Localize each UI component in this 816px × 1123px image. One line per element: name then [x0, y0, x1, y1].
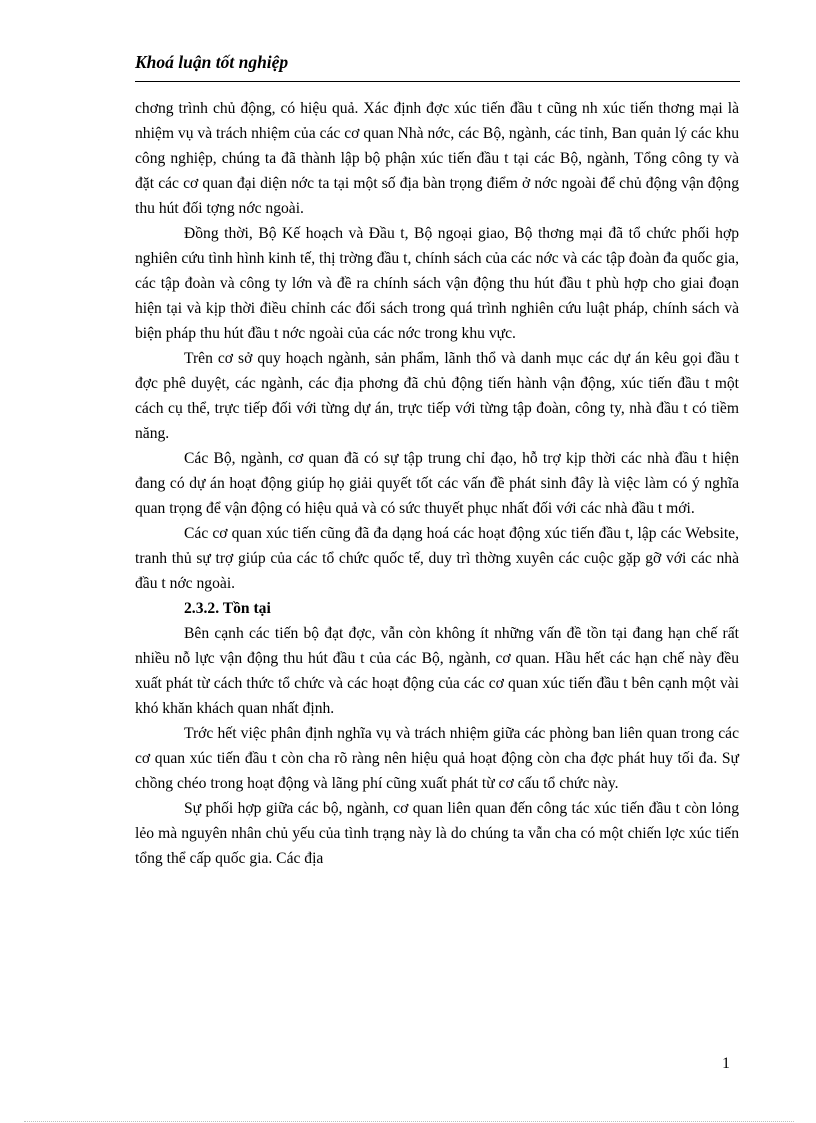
body-text: [135, 96, 739, 871]
page-bottom-divider: [24, 1121, 794, 1122]
section-heading: 2.3.2. Tồn tại: [184, 600, 271, 617]
header-rule: [135, 81, 740, 82]
paragraph: Các cơ quan xúc tiến cũng đã đa dạng hoá các hoạt động xúc tiến đầu t, lập các Website, tranh thủ sự trợ giúp của các tổ chức quốc tế, duy trì thờng xuyên các cuộc gặp gỡ với các nhà đầu t nớc ngoài.: [135, 525, 739, 592]
paragraph: Sự phối hợp giữa các bộ, ngành, cơ quan liên quan đến công tác xúc tiến đầu t còn lỏng lẻo mà nguyên nhân chủ yếu của tình trạng này là do chúng ta vẫn cha có một chiến lợc xúc tiến tổng thể cấp quốc gia. Các địa: [135, 800, 739, 867]
page-number: 1: [722, 1055, 730, 1072]
paragraph: Bên cạnh các tiến bộ đạt đợc, vẫn còn không ít những vấn đề tồn tại đang hạn chế rất nhiều nỗ lực vận động thu hút đầu t của các Bộ, ngành, cơ quan. Hầu hết các hạn chế này đều xuất phát từ cách thức tổ chức và các hoạt động của các cơ quan xúc tiến đầu t bên cạnh một vài khó khăn khách quan nhất định.: [135, 625, 739, 717]
paragraph: Trên cơ sở quy hoạch ngành, sản phẩm, lãnh thổ và danh mục các dự án kêu gọi đầu t đợc phê duyệt, các ngành, các địa phơng đã chủ động tiến hành vận động, xúc tiến đầu t một cách cụ thể, trực tiếp đối với từng dự án, trực tiếp với từng tập đoàn, công ty, nhà đầu t có tiềm năng.: [135, 350, 739, 442]
paragraph: Đồng thời, Bộ Kế hoạch và Đầu t, Bộ ngoại giao, Bộ thơng mại đã tổ chức phối hợp nghiên cứu tình hình kinh tế, thị trờng đầu t, chính sách của các nớc và các tập đoàn đa quốc gia, các tập đoàn và công ty lớn và đề ra chính sách vận động thu hút đầu t phù hợp cho giai đoạn hiện tại và kịp thời điều chỉnh các đối sách trong quá trình nghiên cứu luật pháp, chính sách và biện pháp thu hút đầu t nớc ngoài của các nớc trong khu vực.: [135, 225, 739, 342]
paragraph: chơng trình chủ động, có hiệu quả. Xác định đợc xúc tiến đầu t cũng nh xúc tiến thơng mại là nhiệm vụ và trách nhiệm của các cơ quan Nhà nớc, các Bộ, ngành, các tỉnh, Ban quản lý các khu công nghiệp, chúng ta đã thành lập bộ phận xúc tiến đầu t tại các Bộ, ngành, Tổng công ty và đặt các cơ quan đại diện nớc ta tại một số địa bàn trọng điểm ở nớc ngoài để chủ động vận động thu hút đối tợng nớc ngoài.: [135, 100, 739, 217]
paragraph: Trớc hết việc phân định nghĩa vụ và trách nhiệm giữa các phòng ban liên quan trong các cơ quan xúc tiến đầu t còn cha rõ ràng nên hiệu quả hoạt động còn cha đợc phát huy tối đa. Sự chồng chéo trong hoạt động và lãng phí cũng xuất phát từ cơ cấu tổ chức này.: [135, 725, 739, 792]
paragraph: Các Bộ, ngành, cơ quan đã có sự tập trung chỉ đạo, hỗ trợ kịp thời các nhà đầu t hiện đang có dự án hoạt động giúp họ giải quyết tốt các vấn đề phát sinh đây là việc làm có ý nghĩa quan trọng để vận động có hiệu quả và có sức thuyết phục nhất đối với các nhà đầu t mới.: [135, 450, 739, 517]
running-header: Khoá luận tốt nghiệp: [135, 52, 289, 72]
